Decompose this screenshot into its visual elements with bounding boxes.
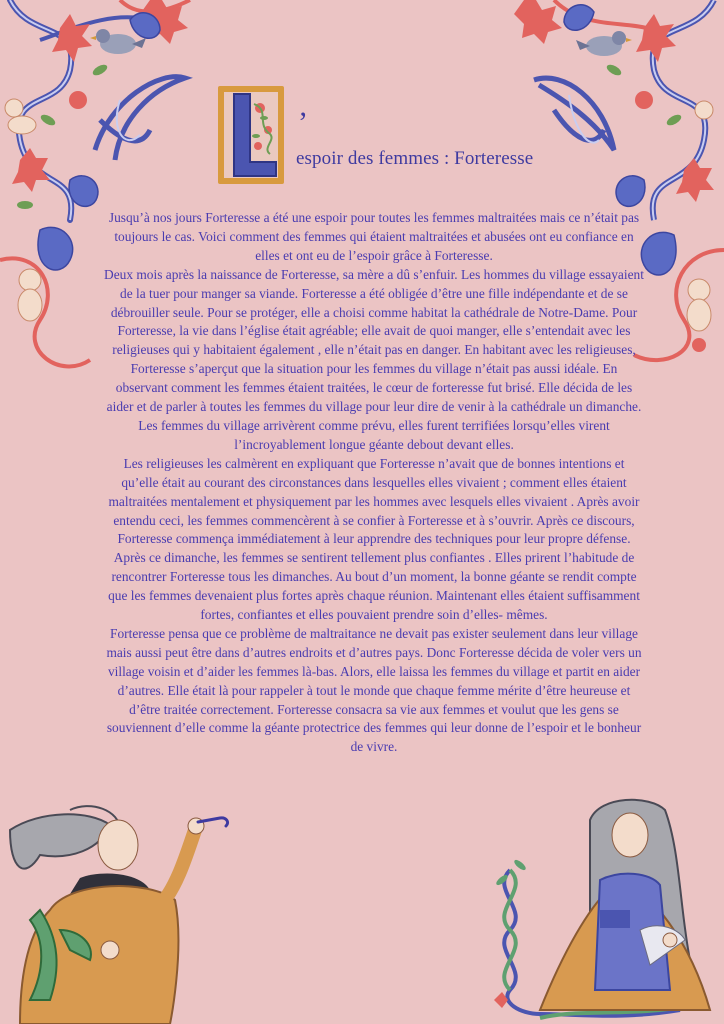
- paragraph: Jusqu’à nos jours Forteresse a été une espoir pour toutes les femmes maltraitées mais ce n’était pas toujours le cas. Voici comment des femmes qui étaient maltraitées et abusées ont eu confiance en elles et ont eu de l’espoir grâce à Forteresse.: [108, 210, 640, 263]
- kneeling-woman-figure: [480, 790, 724, 1024]
- story-body: [104, 209, 644, 757]
- page-title: espoir des femmes : Forteresse: [296, 148, 534, 169]
- paragraph: Les religieuses les calmèrent en expliquant que Forteresse n’avait que de bonnes intentions et qu’elle était au courant des circonstances dans lesquelles elles vivaient ; comment elles étaient maltraitées mentalement et physiquement par les hommes avec lesquels elles vivaient . Après avoir entendu ceci, les femmes commencèrent à se confier à Forteresse et à s’ouvrir. Après ce discours, Forteresse commença immédiatement à leur apprendre des techniques pour leur propre défense.: [108, 455, 640, 547]
- bird-icon: [576, 31, 632, 56]
- illuminated-initial: [214, 84, 296, 188]
- cherub-icon: [687, 101, 713, 331]
- woman-writing-figure: [0, 800, 250, 1024]
- cherub-icon: [5, 99, 42, 321]
- scroll-ornament-left: [95, 77, 185, 160]
- paragraph: Après ce dimanche, les femmes se sentirent tellement plus confiantes . Elles prirent l’habitude de rencontrer Forteresse tous les dimanches. Au bout d’un moment, la bonne géante se rendit compte que les femmes devenaient plus fortes après chaque réunion. Maintenant elles étaient suffisamment fortes, confiantes et elles pouvaient prendre soin d’elles- mêmes.: [108, 550, 640, 623]
- paragraph: Forteresse pensa que ce problème de maltraitance ne devait pas exister seulement dans leur village mais aussi peut être dans d’autres endroits et d’autres pays. Donc Forteresse décida de voler vers un village voisin et d’aider les femmes là-bas. Alors, elle laissa les femmes du village et partit en aider d’autres. Elle était là pour rappeler à tout le monde que chaque femme mérite d’être heureuse et d’être traitée correctement. Forteresse consacra sa vie aux femmes et voulut que les gens se souviennent d’elle comme la géante protectrice des femmes qui leur donne de l’espoir et le bonheur de vivre.: [106, 625, 642, 755]
- title-block: [214, 84, 634, 194]
- paragraph: Deux mois après la naissance de Forteresse, sa mère a dû s’enfuir. Les hommes du village essayaient de la tuer pour manger sa viande. Forteresse a été obligée d’être une fille indépendante et de se débrouiller seule. Pour se protéger, elle a choisi comme habitat la cathédrale de Notre-Dame. Pour Forteresse, la vie dans l’église était agréable; elle avait de quoi manger, elle s’entendait avec les religieuses qui y habitaient également , elle n’était pas en danger. En habitant avec les religieuses, Forteresse s’aperçut que la situation pour les femmes du village n’était pas aussi idéale. En observant comment les femmes étaient traitées, le cœur de forteresse fut brisé. Elle décida de les aider et de parler à toutes les femmes du village pour leur dire de venir à la cathédrale un dimanche. Les femmes du village arrivèrent comme prévu, elles furent terrifiées lorsqu’elles virent l’incroyablement longue géante debout devant elles.: [104, 266, 644, 452]
- title-apostrophe: ’: [298, 106, 308, 139]
